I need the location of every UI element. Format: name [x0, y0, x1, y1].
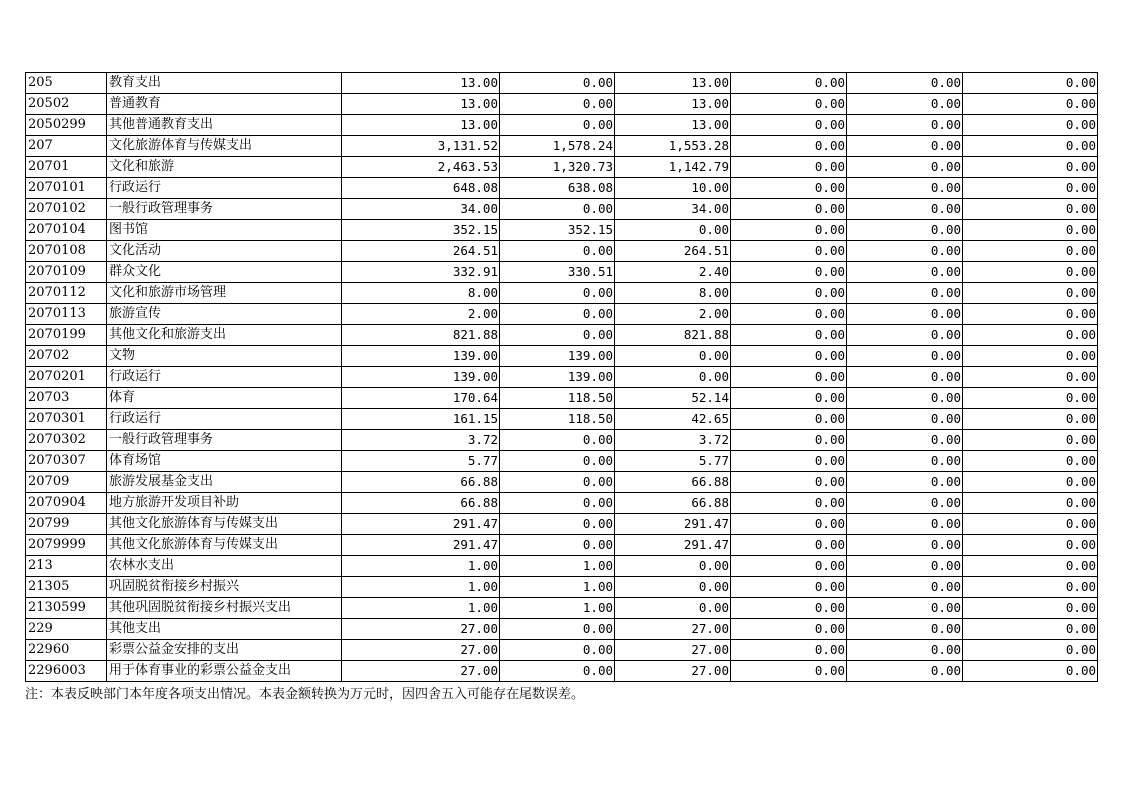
table-row	[26, 388, 1098, 409]
row-amount-col4: 0.00	[731, 220, 847, 241]
row-amount-basic: 0.00	[500, 472, 615, 493]
row-amount-col6: 0.00	[963, 283, 1098, 304]
row-subject-name: 一般行政管理事务	[107, 430, 342, 451]
row-amount-total: 1.00	[342, 577, 500, 598]
row-amount-project: 0.00	[615, 367, 731, 388]
row-subject-code: 20502	[26, 94, 107, 115]
row-subject-code: 22960	[26, 640, 107, 661]
row-amount-basic: 0.00	[500, 73, 615, 94]
row-subject-code: 2070307	[26, 451, 107, 472]
row-amount-col4: 0.00	[731, 115, 847, 136]
footnote: 注：本表反映部门本年度各项支出情况。本表金额转换为万元时，因四舍五入可能存在尾数误差。	[25, 687, 585, 702]
table-row	[26, 556, 1098, 577]
row-amount-col5: 0.00	[847, 451, 963, 472]
row-amount-total: 1.00	[342, 556, 500, 577]
row-amount-col5: 0.00	[847, 73, 963, 94]
row-amount-project: 13.00	[615, 94, 731, 115]
row-amount-basic: 139.00	[500, 367, 615, 388]
row-amount-col6: 0.00	[963, 577, 1098, 598]
row-amount-col6: 0.00	[963, 199, 1098, 220]
row-amount-basic: 0.00	[500, 115, 615, 136]
row-subject-code: 229	[26, 619, 107, 640]
row-amount-project: 2.00	[615, 304, 731, 325]
row-amount-col4: 0.00	[731, 325, 847, 346]
row-amount-total: 291.47	[342, 514, 500, 535]
table-row	[26, 514, 1098, 535]
row-amount-total: 13.00	[342, 73, 500, 94]
row-amount-project: 3.72	[615, 430, 731, 451]
row-amount-project: 13.00	[615, 73, 731, 94]
row-amount-col5: 0.00	[847, 661, 963, 682]
row-amount-basic: 1,320.73	[500, 157, 615, 178]
table-row	[26, 73, 1098, 94]
row-amount-project: 821.88	[615, 325, 731, 346]
row-amount-project: 1,553.28	[615, 136, 731, 157]
row-amount-project: 27.00	[615, 640, 731, 661]
row-amount-total: 821.88	[342, 325, 500, 346]
row-amount-project: 34.00	[615, 199, 731, 220]
row-amount-col4: 0.00	[731, 640, 847, 661]
row-amount-col4: 0.00	[731, 178, 847, 199]
row-subject-code: 2070302	[26, 430, 107, 451]
row-subject-code: 207	[26, 136, 107, 157]
row-amount-total: 1.00	[342, 598, 500, 619]
row-subject-name: 行政运行	[107, 409, 342, 430]
table-row	[26, 619, 1098, 640]
row-subject-name: 教育支出	[107, 73, 342, 94]
row-amount-basic: 638.08	[500, 178, 615, 199]
row-amount-project: 291.47	[615, 514, 731, 535]
row-amount-col5: 0.00	[847, 535, 963, 556]
row-amount-total: 648.08	[342, 178, 500, 199]
row-amount-col5: 0.00	[847, 94, 963, 115]
table-row	[26, 640, 1098, 661]
row-subject-code: 2296003	[26, 661, 107, 682]
row-amount-basic: 1.00	[500, 598, 615, 619]
row-amount-col6: 0.00	[963, 178, 1098, 199]
row-amount-total: 264.51	[342, 241, 500, 262]
row-amount-col4: 0.00	[731, 388, 847, 409]
row-amount-total: 27.00	[342, 661, 500, 682]
row-subject-code: 2070904	[26, 493, 107, 514]
row-amount-col6: 0.00	[963, 514, 1098, 535]
row-subject-code: 2050299	[26, 115, 107, 136]
row-amount-total: 291.47	[342, 535, 500, 556]
table-row	[26, 346, 1098, 367]
table-row	[26, 157, 1098, 178]
table-row	[26, 661, 1098, 682]
row-amount-project: 8.00	[615, 283, 731, 304]
row-amount-col5: 0.00	[847, 619, 963, 640]
row-amount-col5: 0.00	[847, 388, 963, 409]
row-amount-basic: 0.00	[500, 640, 615, 661]
row-amount-basic: 139.00	[500, 346, 615, 367]
table-row	[26, 115, 1098, 136]
row-subject-name: 其他支出	[107, 619, 342, 640]
row-amount-col6: 0.00	[963, 598, 1098, 619]
row-amount-total: 27.00	[342, 640, 500, 661]
row-amount-basic: 0.00	[500, 451, 615, 472]
row-amount-col6: 0.00	[963, 619, 1098, 640]
row-amount-col6: 0.00	[963, 220, 1098, 241]
table-row	[26, 241, 1098, 262]
row-subject-name: 彩票公益金安排的支出	[107, 640, 342, 661]
table-row	[26, 220, 1098, 241]
row-subject-code: 213	[26, 556, 107, 577]
row-subject-name: 其他普通教育支出	[107, 115, 342, 136]
row-amount-col6: 0.00	[963, 451, 1098, 472]
row-amount-col6: 0.00	[963, 535, 1098, 556]
row-amount-project: 0.00	[615, 556, 731, 577]
row-amount-basic: 352.15	[500, 220, 615, 241]
row-subject-code: 20703	[26, 388, 107, 409]
row-amount-col5: 0.00	[847, 577, 963, 598]
row-subject-name: 图书馆	[107, 220, 342, 241]
row-subject-code: 2079999	[26, 535, 107, 556]
row-subject-code: 2070113	[26, 304, 107, 325]
row-amount-col6: 0.00	[963, 409, 1098, 430]
row-subject-code: 2070199	[26, 325, 107, 346]
row-amount-col6: 0.00	[963, 325, 1098, 346]
row-amount-col4: 0.00	[731, 304, 847, 325]
row-subject-name: 旅游宣传	[107, 304, 342, 325]
row-amount-col5: 0.00	[847, 493, 963, 514]
row-amount-col4: 0.00	[731, 346, 847, 367]
row-amount-col5: 0.00	[847, 556, 963, 577]
row-amount-col4: 0.00	[731, 577, 847, 598]
row-subject-code: 2070104	[26, 220, 107, 241]
table-row	[26, 367, 1098, 388]
table-row	[26, 472, 1098, 493]
row-amount-col6: 0.00	[963, 493, 1098, 514]
row-amount-col5: 0.00	[847, 367, 963, 388]
table-row	[26, 325, 1098, 346]
row-amount-basic: 1,578.24	[500, 136, 615, 157]
row-amount-col6: 0.00	[963, 430, 1098, 451]
row-amount-basic: 0.00	[500, 199, 615, 220]
row-subject-code: 2070112	[26, 283, 107, 304]
row-amount-basic: 0.00	[500, 661, 615, 682]
expenditure-table-sheet	[25, 72, 1097, 682]
row-amount-basic: 0.00	[500, 241, 615, 262]
row-amount-project: 5.77	[615, 451, 731, 472]
row-amount-basic: 0.00	[500, 283, 615, 304]
row-amount-col5: 0.00	[847, 640, 963, 661]
row-amount-basic: 0.00	[500, 535, 615, 556]
row-subject-name: 巩固脱贫衔接乡村振兴	[107, 577, 342, 598]
row-subject-name: 地方旅游开发项目补助	[107, 493, 342, 514]
row-amount-col6: 0.00	[963, 640, 1098, 661]
row-amount-col5: 0.00	[847, 136, 963, 157]
row-amount-col5: 0.00	[847, 409, 963, 430]
row-amount-basic: 0.00	[500, 493, 615, 514]
row-subject-code: 2070101	[26, 178, 107, 199]
table-row	[26, 283, 1098, 304]
table-row	[26, 136, 1098, 157]
row-amount-col4: 0.00	[731, 73, 847, 94]
row-subject-name: 行政运行	[107, 367, 342, 388]
row-amount-col5: 0.00	[847, 283, 963, 304]
row-subject-name: 其他巩固脱贫衔接乡村振兴支出	[107, 598, 342, 619]
row-amount-col4: 0.00	[731, 430, 847, 451]
row-subject-name: 用于体育事业的彩票公益金支出	[107, 661, 342, 682]
row-amount-col6: 0.00	[963, 472, 1098, 493]
row-amount-basic: 1.00	[500, 577, 615, 598]
row-amount-col5: 0.00	[847, 514, 963, 535]
row-amount-total: 13.00	[342, 94, 500, 115]
row-amount-basic: 0.00	[500, 304, 615, 325]
row-amount-col6: 0.00	[963, 136, 1098, 157]
row-amount-project: 10.00	[615, 178, 731, 199]
row-subject-name: 体育	[107, 388, 342, 409]
row-amount-col4: 0.00	[731, 367, 847, 388]
row-subject-name: 群众文化	[107, 262, 342, 283]
row-amount-basic: 0.00	[500, 94, 615, 115]
row-amount-total: 2,463.53	[342, 157, 500, 178]
row-amount-basic: 0.00	[500, 619, 615, 640]
row-amount-col4: 0.00	[731, 514, 847, 535]
row-amount-col5: 0.00	[847, 430, 963, 451]
row-amount-col5: 0.00	[847, 346, 963, 367]
row-amount-total: 13.00	[342, 115, 500, 136]
table-row	[26, 598, 1098, 619]
row-amount-col5: 0.00	[847, 157, 963, 178]
row-amount-col6: 0.00	[963, 661, 1098, 682]
row-subject-code: 20701	[26, 157, 107, 178]
row-amount-total: 352.15	[342, 220, 500, 241]
row-amount-project: 13.00	[615, 115, 731, 136]
table-row	[26, 409, 1098, 430]
row-subject-code: 2070301	[26, 409, 107, 430]
row-amount-col5: 0.00	[847, 598, 963, 619]
table-row	[26, 199, 1098, 220]
row-subject-code: 20799	[26, 514, 107, 535]
row-amount-project: 0.00	[615, 346, 731, 367]
row-amount-col4: 0.00	[731, 241, 847, 262]
row-subject-name: 其他文化旅游体育与传媒支出	[107, 535, 342, 556]
row-amount-total: 3,131.52	[342, 136, 500, 157]
row-subject-name: 农林水支出	[107, 556, 342, 577]
row-amount-basic: 1.00	[500, 556, 615, 577]
row-amount-col4: 0.00	[731, 535, 847, 556]
row-amount-basic: 0.00	[500, 430, 615, 451]
row-amount-col4: 0.00	[731, 94, 847, 115]
row-subject-name: 文化旅游体育与传媒支出	[107, 136, 342, 157]
row-amount-col5: 0.00	[847, 199, 963, 220]
row-amount-total: 3.72	[342, 430, 500, 451]
row-amount-project: 1,142.79	[615, 157, 731, 178]
row-subject-name: 一般行政管理事务	[107, 199, 342, 220]
row-subject-code: 2070109	[26, 262, 107, 283]
row-amount-basic: 118.50	[500, 388, 615, 409]
row-amount-col5: 0.00	[847, 115, 963, 136]
row-amount-total: 170.64	[342, 388, 500, 409]
row-amount-total: 332.91	[342, 262, 500, 283]
row-amount-col4: 0.00	[731, 157, 847, 178]
row-amount-col6: 0.00	[963, 367, 1098, 388]
row-amount-project: 0.00	[615, 598, 731, 619]
row-amount-col4: 0.00	[731, 661, 847, 682]
row-subject-code: 20709	[26, 472, 107, 493]
row-amount-basic: 0.00	[500, 514, 615, 535]
row-amount-col4: 0.00	[731, 493, 847, 514]
row-amount-col5: 0.00	[847, 472, 963, 493]
row-subject-code: 20702	[26, 346, 107, 367]
row-amount-col4: 0.00	[731, 283, 847, 304]
row-amount-project: 0.00	[615, 577, 731, 598]
row-amount-project: 42.65	[615, 409, 731, 430]
row-subject-name: 体育场馆	[107, 451, 342, 472]
row-subject-name: 文物	[107, 346, 342, 367]
row-amount-col4: 0.00	[731, 619, 847, 640]
row-amount-col4: 0.00	[731, 409, 847, 430]
table-row	[26, 451, 1098, 472]
row-amount-col4: 0.00	[731, 199, 847, 220]
row-amount-total: 2.00	[342, 304, 500, 325]
row-amount-col6: 0.00	[963, 262, 1098, 283]
row-amount-total: 34.00	[342, 199, 500, 220]
row-amount-col4: 0.00	[731, 262, 847, 283]
table-row	[26, 535, 1098, 556]
row-amount-total: 139.00	[342, 346, 500, 367]
row-amount-total: 5.77	[342, 451, 500, 472]
row-subject-name: 文化和旅游	[107, 157, 342, 178]
row-amount-total: 27.00	[342, 619, 500, 640]
row-subject-code: 2070102	[26, 199, 107, 220]
row-amount-project: 66.88	[615, 493, 731, 514]
expenditure-table	[25, 72, 1098, 682]
row-amount-col6: 0.00	[963, 388, 1098, 409]
row-amount-total: 161.15	[342, 409, 500, 430]
row-amount-col4: 0.00	[731, 598, 847, 619]
table-row	[26, 178, 1098, 199]
row-subject-code: 21305	[26, 577, 107, 598]
row-amount-col6: 0.00	[963, 73, 1098, 94]
row-amount-col5: 0.00	[847, 304, 963, 325]
row-amount-col5: 0.00	[847, 220, 963, 241]
table-row	[26, 493, 1098, 514]
row-amount-col6: 0.00	[963, 304, 1098, 325]
table-row	[26, 262, 1098, 283]
table-row	[26, 94, 1098, 115]
row-subject-code: 205	[26, 73, 107, 94]
row-amount-project: 27.00	[615, 661, 731, 682]
row-amount-project: 264.51	[615, 241, 731, 262]
row-amount-total: 66.88	[342, 493, 500, 514]
row-amount-col4: 0.00	[731, 136, 847, 157]
row-amount-project: 66.88	[615, 472, 731, 493]
table-row	[26, 304, 1098, 325]
row-amount-project: 2.40	[615, 262, 731, 283]
row-subject-name: 行政运行	[107, 178, 342, 199]
row-amount-total: 139.00	[342, 367, 500, 388]
row-amount-col6: 0.00	[963, 157, 1098, 178]
row-amount-col5: 0.00	[847, 178, 963, 199]
row-subject-name: 旅游发展基金支出	[107, 472, 342, 493]
row-amount-col6: 0.00	[963, 115, 1098, 136]
row-subject-name: 文化活动	[107, 241, 342, 262]
row-amount-col5: 0.00	[847, 325, 963, 346]
row-amount-project: 0.00	[615, 220, 731, 241]
row-amount-col6: 0.00	[963, 346, 1098, 367]
row-amount-col6: 0.00	[963, 556, 1098, 577]
row-amount-project: 291.47	[615, 535, 731, 556]
row-amount-basic: 330.51	[500, 262, 615, 283]
row-amount-col5: 0.00	[847, 241, 963, 262]
row-subject-code: 2070108	[26, 241, 107, 262]
row-amount-basic: 118.50	[500, 409, 615, 430]
table-body	[26, 73, 1098, 682]
row-amount-total: 66.88	[342, 472, 500, 493]
row-amount-col5: 0.00	[847, 262, 963, 283]
row-amount-basic: 0.00	[500, 325, 615, 346]
table-row	[26, 430, 1098, 451]
row-amount-col6: 0.00	[963, 241, 1098, 262]
row-subject-code: 2070201	[26, 367, 107, 388]
row-subject-name: 其他文化和旅游支出	[107, 325, 342, 346]
row-subject-name: 文化和旅游市场管理	[107, 283, 342, 304]
row-amount-col4: 0.00	[731, 472, 847, 493]
row-subject-code: 2130599	[26, 598, 107, 619]
row-amount-project: 52.14	[615, 388, 731, 409]
row-amount-col6: 0.00	[963, 94, 1098, 115]
row-amount-col4: 0.00	[731, 451, 847, 472]
row-subject-name: 普通教育	[107, 94, 342, 115]
table-row	[26, 577, 1098, 598]
row-amount-total: 8.00	[342, 283, 500, 304]
row-amount-col4: 0.00	[731, 556, 847, 577]
row-subject-name: 其他文化旅游体育与传媒支出	[107, 514, 342, 535]
row-amount-project: 27.00	[615, 619, 731, 640]
